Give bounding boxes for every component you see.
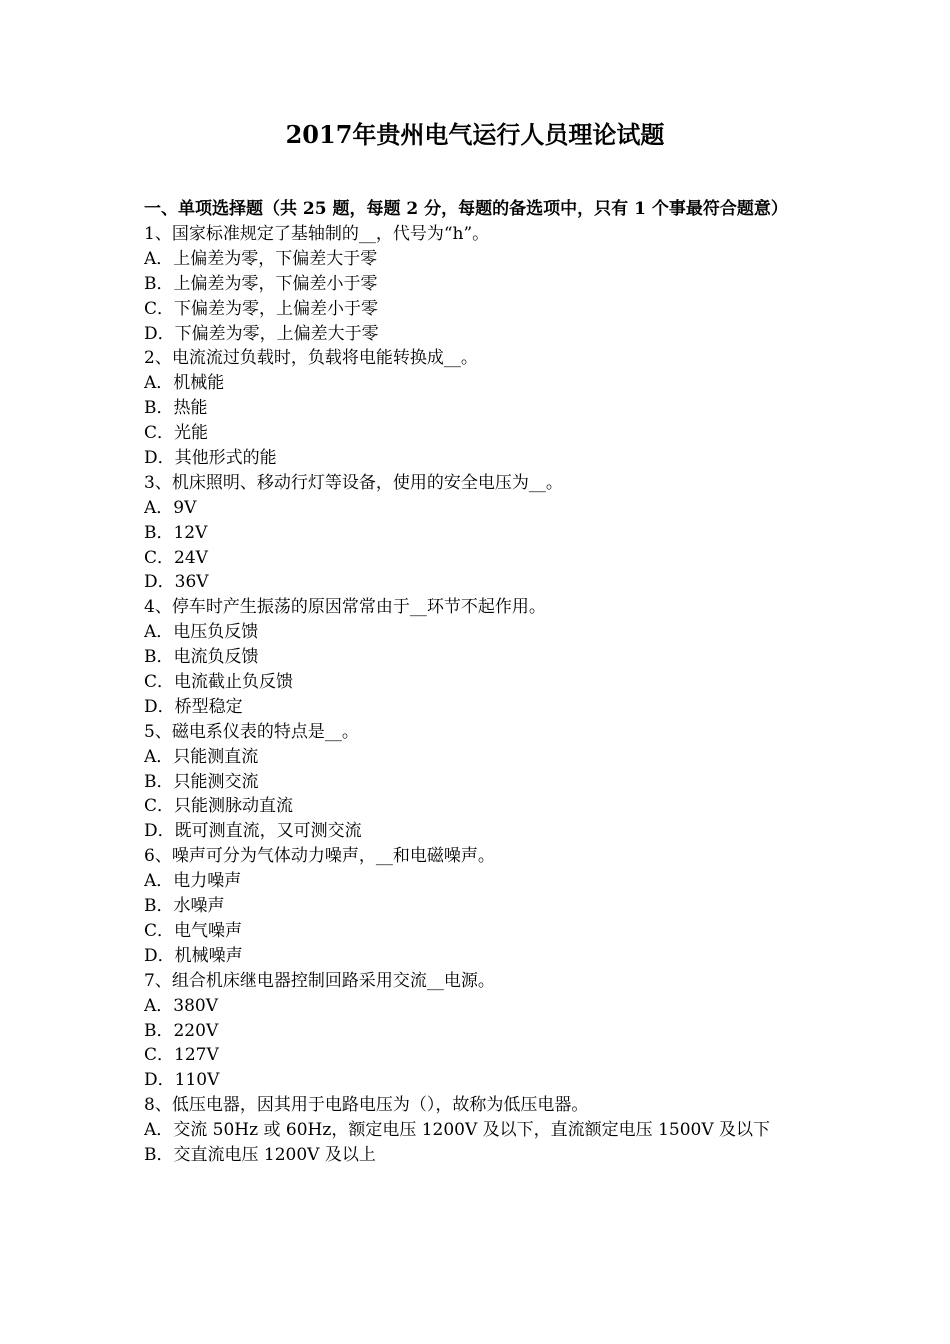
option-6c: C．电气噪声 [144,920,243,941]
option-2d: D．其他形式的能 [144,448,277,469]
document-title: 2017年贵州电气运行人员理论试题 [285,120,665,149]
option-3b: B．12V [144,522,208,543]
question-stem-6: 6、噪声可分为气体动力噪声，__和电磁噪声。 [144,846,495,867]
option-8a: A．交流 50Hz 或 60Hz，额定电压 1200V 及以下，直流额定电压 1500V 及以下 [144,1120,771,1141]
option-4c: C．电流截止负反馈 [144,672,294,693]
option-5a: A．只能测直流 [144,746,259,767]
question-stem-1: 1、国家标准规定了基轴制的__，代号为“h”。 [144,224,490,244]
option-3a: A．9V [144,497,197,518]
option-6d: D．机械噪声 [144,945,243,966]
option-2b: B．热能 [144,398,208,419]
option-5c: C．只能测脉动直流 [144,796,294,817]
question-stem-2: 2、电流流过负载时，负载将电能转换成__。 [144,348,478,369]
question-stem-7: 7、组合机床继电器控制回路采用交流__电源。 [144,970,495,991]
question-stem-3: 3、机床照明、移动行灯等设备，使用的安全电压为__。 [144,472,563,493]
question-stem-8: 8、低压电器，因其用于电路电压为（），故称为低压电器。 [144,1095,589,1116]
option-4a: A．电压负反馈 [144,622,259,643]
option-1a: A．上偏差为零，下偏差大于零 [144,248,378,269]
option-7c: C．127V [144,1045,219,1066]
option-7d: D．110V [144,1070,220,1091]
option-5d: D．既可测直流，又可测交流 [144,821,362,842]
option-5b: B．只能测交流 [144,771,259,792]
option-4d: D．桥型稳定 [144,696,243,717]
option-7a: A．380V [144,995,219,1016]
option-8b: B．交直流电压 1200V 及以上 [144,1144,376,1165]
option-6b: B．水噪声 [144,896,225,917]
option-1b: B．上偏差为零，下偏差小于零 [144,273,378,294]
section-heading: 一、单项选择题（共 25 题，每题 2 分，每题的备选项中，只有 1 个事最符合题意） [144,199,788,219]
option-2c: C．光能 [144,423,209,444]
document-body [144,197,814,1168]
question-stem-4: 4、停车时产生振荡的原因常常由于__环节不起作用。 [144,597,546,618]
option-2a: A．机械能 [144,373,225,394]
option-1d: D．下偏差为零，上偏差大于零 [144,323,379,344]
question-stem-5: 5、磁电系仪表的特点是__。 [144,721,359,742]
option-6a: A．电力噪声 [144,871,242,892]
option-3d: D．36V [144,572,209,593]
question-list [144,222,814,1168]
option-1c: C．下偏差为零，上偏差小于零 [144,298,379,319]
option-4b: B．电流负反馈 [144,647,259,668]
option-7b: B．220V [144,1020,219,1041]
option-3c: C．24V [144,547,208,568]
